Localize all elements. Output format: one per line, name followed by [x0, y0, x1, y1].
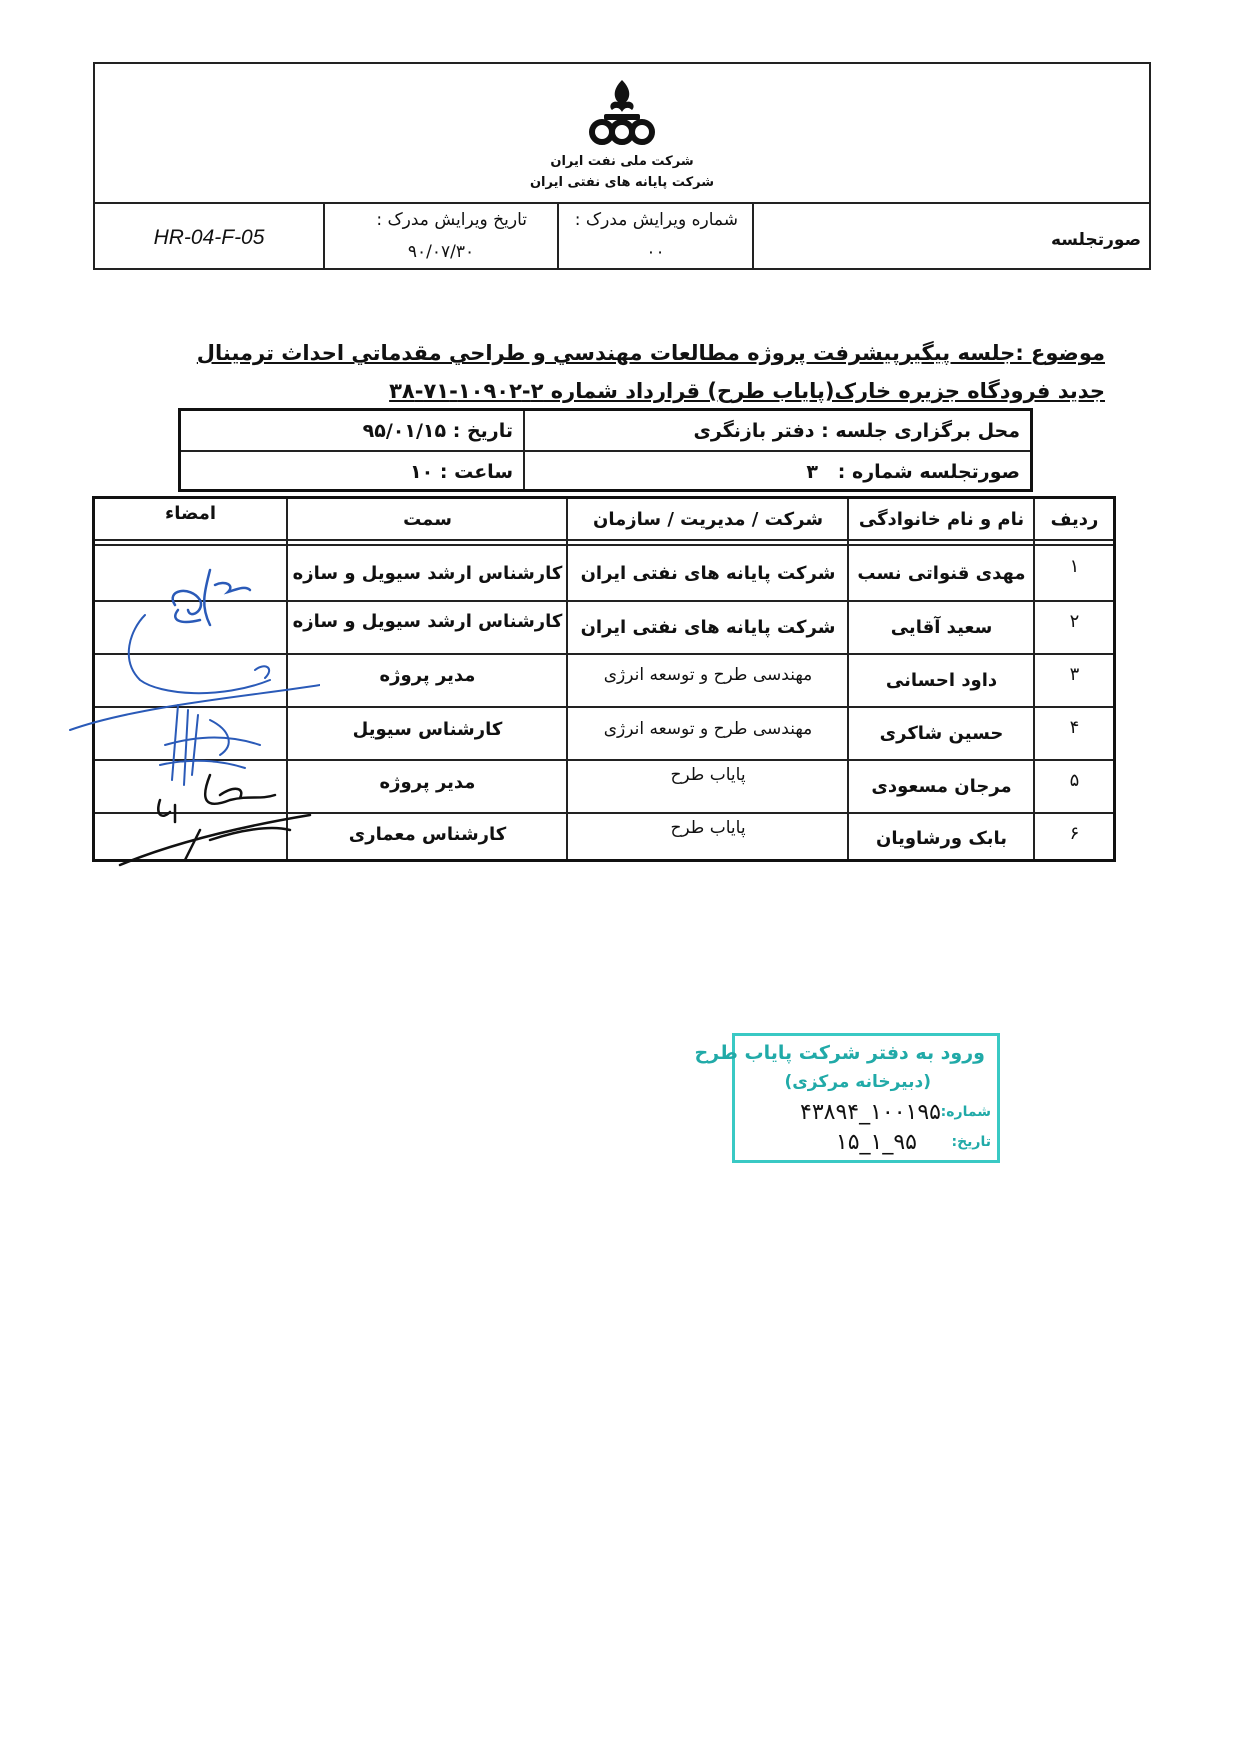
- col-divider-name: [1033, 499, 1035, 859]
- header-row-number: ردیف: [1050, 508, 1099, 530]
- stamp-date-value: ۹۵_۱_۱۵: [835, 1130, 917, 1155]
- attendee-position: مدیر پروژه: [379, 664, 476, 686]
- attendee-position: کارشناس سیویل: [352, 718, 503, 740]
- attendee-name: سعید آقایی: [890, 616, 993, 638]
- revision-date-cell: [323, 204, 557, 268]
- document-type: صورتجلسه: [1050, 230, 1141, 250]
- org-name-parent: شرکت ملی نفت ایران: [550, 154, 694, 169]
- org-name-subsidiary: شرکت پایانه های نفتی ایران: [529, 175, 715, 190]
- signature-row-4: [160, 705, 260, 785]
- attendee-position: مدیر پروژه: [379, 771, 476, 793]
- time-value: ۱۰: [410, 460, 434, 483]
- form-code: HR-04-F-05: [153, 226, 265, 249]
- attendee-name: حسین شاکری: [879, 722, 1004, 744]
- stamp-subtitle: (دبیرخانه مرکزی): [784, 1072, 931, 1092]
- header-signature: امضاء: [165, 503, 217, 524]
- attendee-position: کارشناس ارشد سیویل و سازه: [292, 562, 563, 584]
- attendee-company: مهندسی طرح و توسعه انرژی: [603, 665, 813, 685]
- row-number: ۲: [1069, 610, 1080, 632]
- info-row-location: [181, 411, 1030, 450]
- attendee-company: شرکت پایانه های نفتی ایران: [580, 616, 836, 638]
- minutes-number-value: ۳: [806, 460, 818, 483]
- signature-row-5: [158, 775, 275, 822]
- signature-row-2: [70, 615, 320, 730]
- attendee-company: پایاب طرح: [670, 765, 746, 785]
- attendee-position: کارشناس معماری: [348, 823, 507, 845]
- date-value: ۹۵/۰۱/۱۵: [362, 419, 447, 442]
- attendee-name: بابک ورشاویان: [875, 827, 1008, 849]
- document-type-cell: [752, 204, 1149, 268]
- time-label: ساعت :: [439, 460, 513, 483]
- revision-number-value: ۰۰: [646, 242, 665, 262]
- row-number: ۴: [1069, 716, 1080, 738]
- attendee-name: مرجان مسعودی: [871, 775, 1012, 797]
- date-label: تاریخ :: [452, 419, 513, 442]
- revision-date-value: ۹۰/۰۷/۳۰: [407, 242, 475, 262]
- attendee-position: کارشناس ارشد سیویل و سازه: [292, 610, 563, 632]
- header-position: سمت: [403, 508, 452, 530]
- header-company: شرکت / مدیریت / سازمان: [592, 508, 824, 530]
- signature-row-1: [173, 570, 250, 625]
- attendee-name: مهدی قنواتی نسب: [857, 562, 1026, 584]
- attendee-company: شرکت پایانه های نفتی ایران: [580, 562, 836, 584]
- nioc-logo-icon: [582, 76, 662, 148]
- date-cell: [181, 411, 523, 450]
- revision-date-label: تاریخ ویرایش مدرک :: [376, 210, 527, 230]
- location-cell: [523, 411, 1030, 450]
- form-code-cell: [95, 204, 323, 268]
- signatures-overlay: [60, 530, 320, 870]
- row-number: ۳: [1069, 663, 1080, 685]
- header-meta-row: [95, 202, 1149, 268]
- attendee-name: داود احسانی: [885, 669, 998, 691]
- row-number: ۶: [1069, 822, 1080, 844]
- time-cell: [181, 452, 523, 491]
- location-label: محل برگزاری جلسه :: [821, 419, 1020, 442]
- stamp-title: ورود به دفتر شرکت پایاب طرح: [694, 1042, 985, 1064]
- signature-row-6: [120, 815, 310, 865]
- col-divider-company: [847, 499, 849, 859]
- header-name: نام و نام خانوادگی: [858, 508, 1025, 530]
- attendee-company: پایاب طرح: [670, 818, 746, 838]
- meeting-subject: موضوع :جلسه پیگیرپیشرفت پروژه مطالعات مهندسي و طراحي مقدماتي احداث ترمينال جديد فرودگاه جزيره خارک(پاياب طرح) قرارداد شماره ۲-۱۰۹۰۲-۷۱-۳۸: [196, 341, 1105, 403]
- stamp-number-value: ۱۰۰۱۹۵_۴۳۸۹۴: [800, 1100, 941, 1125]
- attendee-company: مهندسی طرح و توسعه انرژی: [603, 719, 813, 739]
- col-divider-position: [566, 499, 568, 859]
- stamp-date-label: تاریخ:: [951, 1134, 991, 1150]
- row-number: ۵: [1069, 769, 1080, 791]
- minutes-number-label: صورتجلسه شماره :: [837, 460, 1020, 483]
- revision-number-cell: [557, 204, 752, 268]
- meeting-info-box: [178, 408, 1033, 492]
- location-value: دفتر بازنگری: [693, 419, 815, 442]
- row-number: ۱: [1069, 555, 1080, 577]
- revision-number-label: شماره ویرایش مدرک :: [574, 210, 738, 230]
- info-row-number: [181, 452, 1030, 491]
- receipt-stamp: [694, 1033, 1000, 1163]
- company-logo: [95, 76, 1149, 190]
- stamp-number-label: شماره:: [940, 1104, 991, 1120]
- document-header: [93, 62, 1151, 270]
- minutes-number-cell: [523, 452, 1030, 491]
